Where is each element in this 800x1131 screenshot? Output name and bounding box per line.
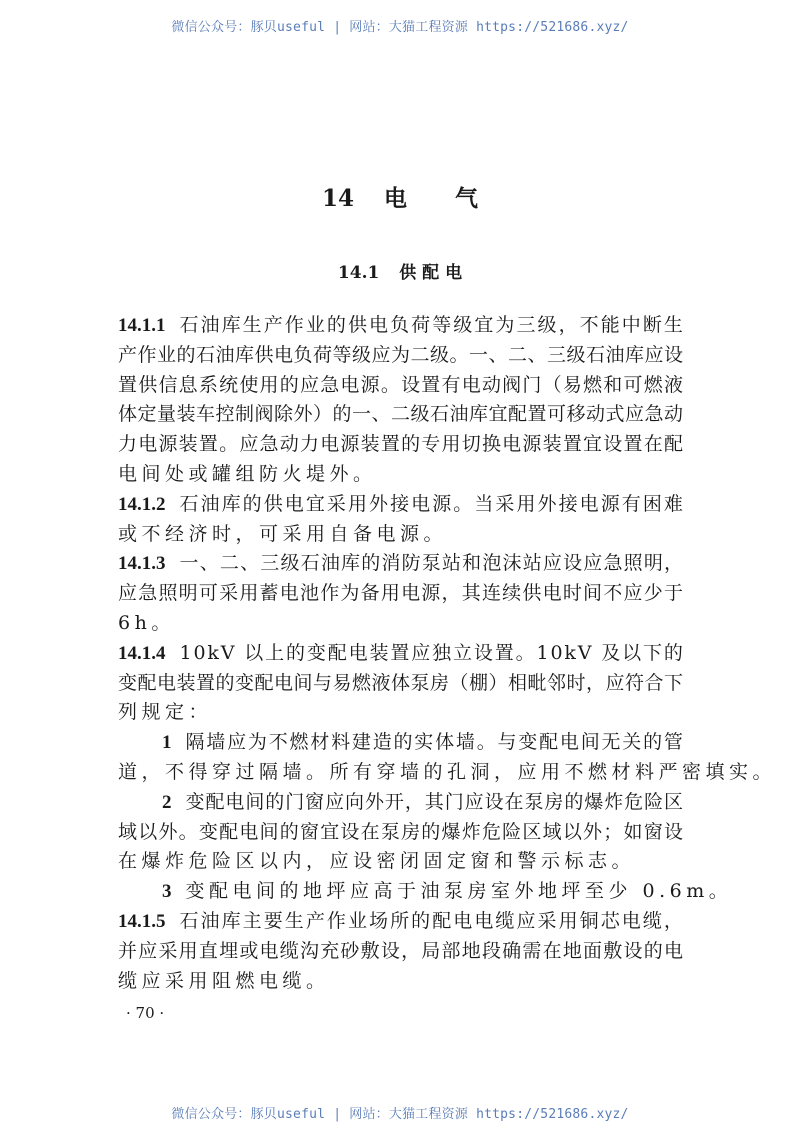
clause-number: 14.1.4 xyxy=(118,642,166,664)
clause-line xyxy=(118,937,683,967)
clause-first-line xyxy=(118,788,683,818)
clause-line xyxy=(118,371,683,401)
page-number: · 70 · xyxy=(126,1004,165,1022)
clause-first-line xyxy=(118,490,683,520)
clause-text: 变配电装置的变配电间与易燃液体泵房（棚）相毗邻时，应符合下 xyxy=(118,671,684,694)
clause-first-line xyxy=(118,311,683,341)
clause-line xyxy=(118,460,683,490)
clause-first-line xyxy=(118,728,683,758)
chapter-title xyxy=(0,180,800,213)
chapter-title-a: 电 xyxy=(384,185,407,212)
clause-first-line xyxy=(118,907,683,937)
clause-text: 隔墙应为不燃材料建造的实体墙。与变配电间无关的管 xyxy=(185,731,685,754)
clause-text: 应急照明可采用蓄电池作为备用电源，其连续供电时间不应少于 xyxy=(118,582,685,605)
watermark-top: 微信公众号：豚贝useful | 网站：大猫工程资源 https://521686.xyz/ xyxy=(171,20,629,35)
document-body xyxy=(118,311,777,996)
clause-line xyxy=(118,400,683,430)
clause-text: 10kV 以上的变配电装置应独立设置。10kV 及以下的 xyxy=(179,641,685,664)
clause-line xyxy=(118,669,683,699)
clause-text: 力电源装置。应急动力电源装置的专用切换电源装置宜设置在配 xyxy=(118,433,685,456)
clause-line xyxy=(118,520,683,550)
clause-text: 在爆炸危险区以内，应设密闭固定窗和警示标志。 xyxy=(118,850,636,873)
clause-line xyxy=(118,967,683,997)
clause-text: 变配电间的地坪应高于油泵房室外地坪至少 0.6m。 xyxy=(185,880,733,903)
clause-text: 或不经济时，可采用自备电源。 xyxy=(118,522,448,545)
clause-number: 14.1.1 xyxy=(118,315,166,336)
clause-number: 2 xyxy=(162,791,172,813)
clause-line xyxy=(118,430,683,460)
section-number: 14.1 xyxy=(337,263,380,283)
clause-text: 6h。 xyxy=(118,611,175,634)
clause-line xyxy=(118,758,777,788)
clause-text: 变配电间的门窗应向外开，其门应设在泵房的爆炸危险区 xyxy=(185,790,685,813)
clause-number: 3 xyxy=(162,881,172,903)
clause-text: 电间处或罐组防火堤外。 xyxy=(118,462,377,485)
chapter-title-b: 气 xyxy=(455,185,479,212)
clause-first-line xyxy=(118,877,733,907)
clause-line xyxy=(118,818,683,848)
clause-text: 石油库主要生产作业场所的配电电缆应采用铜芯电缆， xyxy=(179,909,685,932)
clause-text: 并应采用直埋或电缆沟充砂敷设，局部地段确需在地面敷设的电 xyxy=(118,939,685,962)
clause-number: 14.1.5 xyxy=(118,910,166,932)
clause-line xyxy=(118,579,683,609)
clause-number: 14.1.3 xyxy=(118,553,166,575)
clause-text: 置供信息系统使用的应急电源。设置有电动阀门（易燃和可燃液 xyxy=(118,373,685,396)
clause-number: 14.1.2 xyxy=(118,493,166,515)
clause-line xyxy=(118,341,683,371)
clause-text: 体定量装车控制阀除外）的一、二级石油库宜配置可移动式应急动 xyxy=(118,403,684,426)
clause-line xyxy=(118,609,683,639)
clause-text: 道，不得穿过隔墙。所有穿墙的孔洞，应用不燃材料严密填实。 xyxy=(118,760,777,783)
clause-text: 域以外。变配电间的窗宜设在泵房的爆炸危险区域以外；如窗设 xyxy=(118,820,685,843)
chapter-number: 14 xyxy=(321,185,354,212)
section-title: 供 配 电 xyxy=(399,263,463,283)
clause-text: 一、二、三级石油库的消防泵站和泡沫站应设应急照明， xyxy=(179,552,685,575)
section-heading xyxy=(0,258,800,283)
clause-text: 缆应采用阻燃电缆。 xyxy=(118,969,330,992)
clause-first-line xyxy=(118,639,683,669)
clause-text: 石油库生产作业的供电负荷等级宜为三级，不能中断生 xyxy=(179,314,685,336)
clause-text: 列规定： xyxy=(118,701,213,724)
clause-line xyxy=(118,698,683,728)
clause-first-line xyxy=(118,549,683,579)
clause-number: 1 xyxy=(162,732,172,754)
clause-text: 产作业的石油库供电负荷等级应为二级。一、二、三级石油库应设 xyxy=(118,343,684,366)
clause-line xyxy=(118,847,683,877)
watermark-bottom: 微信公众号：豚贝useful | 网站：大猫工程资源 https://521686.xyz/ xyxy=(171,1107,629,1122)
clause-text: 石油库的供电宜采用外接电源。当采用外接电源有困难 xyxy=(179,492,685,515)
